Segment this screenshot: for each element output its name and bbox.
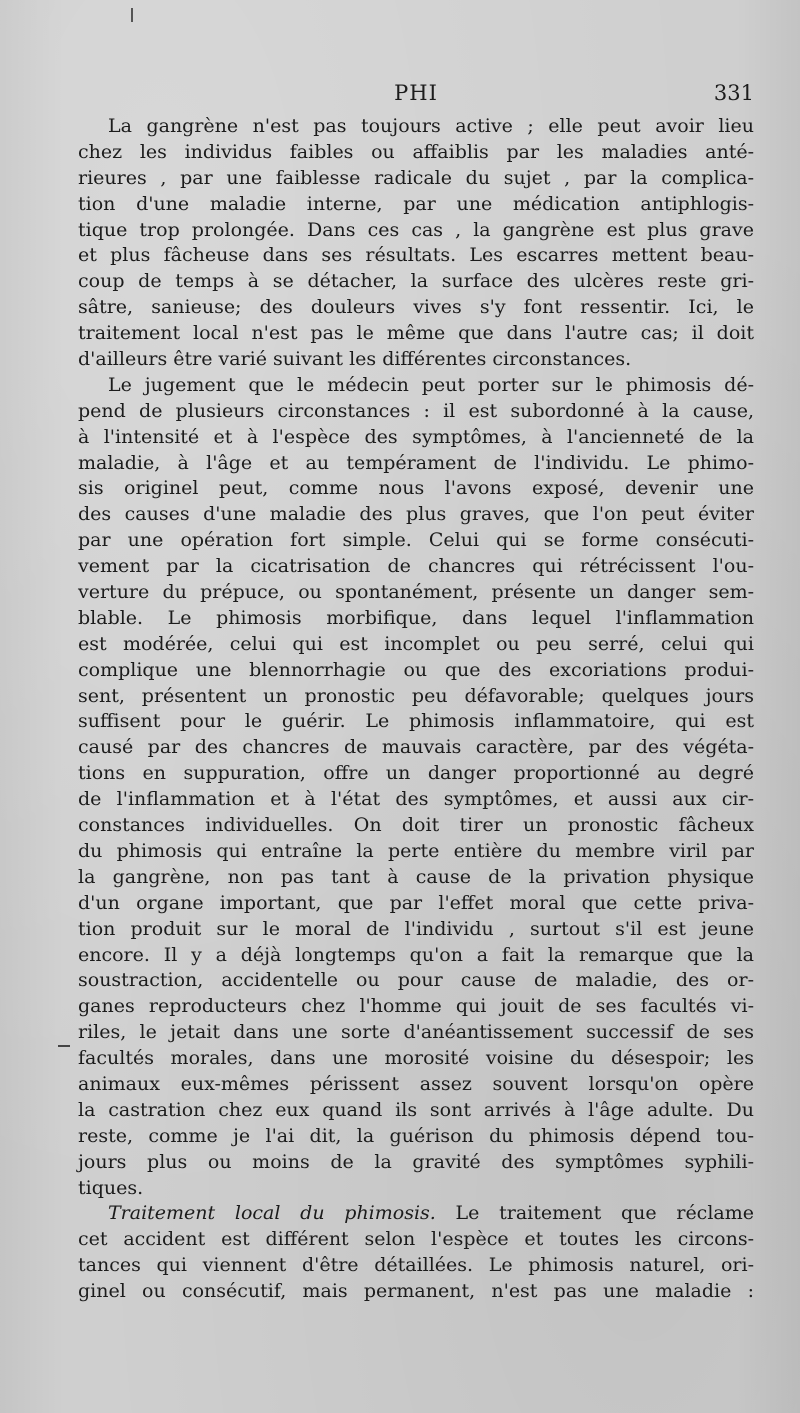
margin-dash-mark [58,1045,70,1047]
text-line: sent, présentent un pronostic peu défavorable; quelques jours [78,684,754,707]
text-line: riles, le jetait dans une sorte d'anéantissement successif de ses [78,1021,754,1044]
section-lead: Traitement local du phimosis. [108,1202,436,1225]
text-line: complique une blennorrhagie ou que des excoriations produi- [78,658,754,681]
text-line: d'ailleurs être varié suivant les différentes circonstances. [78,348,632,371]
page-number: 331 [713,81,754,105]
text-line: encore. Il y a déjà longtemps qu'on a fait la remarque que la [78,943,754,966]
text-line: tances qui viennent d'être détaillées. Le phimosis naturel, ori- [78,1254,754,1277]
text-line: vement par la cicatrisation de chancres qui rétrécissent l'ou- [78,555,754,578]
book-page [78,78,754,1305]
text-line: la castration chez eux quand ils sont arrivés à l'âge adulte. Du [78,1098,754,1121]
paragraph [78,373,754,1202]
text-line: sis originel peut, comme nous l'avons exposé, devenir une [78,477,754,500]
text-line: tion d'une maladie interne, par une médication antiphlogis- [78,192,754,215]
text-line: verture du prépuce, ou spontanément, présente un danger sem- [78,581,754,604]
text-line: coup de temps à se détacher, la surface des ulcères reste gri- [78,270,754,293]
text-line: de l'inflammation et à l'état des symptômes, et aussi aux cir- [78,788,754,811]
text-line: maladie, à l'âge et au tempérament de l'individu. Le phimo- [78,451,754,474]
text-line: chez les individus faibles ou affaiblis par les maladies anté- [78,140,754,163]
text-line: ginel ou consécutif, mais permanent, n'est pas une maladie : [78,1280,754,1303]
text-line: tique trop prolongée. Dans ces cas , la gangrène est plus grave [78,218,754,241]
text-line: tiques. [78,1176,144,1199]
text-line: blable. Le phimosis morbifique, dans lequel l'inflammation [78,606,754,629]
text-line: d'un organe important, que par l'effet moral que cette priva- [78,891,754,914]
paragraph [78,1201,754,1305]
body-text [78,114,754,1305]
text-line: jours plus ou moins de la gravité des symptômes syphili- [78,1150,754,1173]
text-line: est modérée, celui qui est incomplet ou peu serré, celui qui [78,632,754,655]
running-title: PHI [394,81,438,105]
text-line: et plus fâcheuse dans ses résultats. Les escarres mettent beau- [78,244,754,267]
running-head [78,78,754,114]
text-line: constances individuelles. On doit tirer un pronostic fâcheux [78,814,754,837]
text-line: causé par des chancres de mauvais caractère, par des végéta- [78,736,754,759]
text-line: sâtre, sanieuse; des douleurs vives s'y font ressentir. Ici, le [78,296,754,319]
text-line: soustraction, accidentelle ou pour cause de maladie, des or- [78,969,754,992]
text-line: du phimosis qui entraîne la perte entière du membre viril par [78,839,754,862]
text-line: tions en suppuration, offre un danger proportionné au degré [78,762,754,785]
text-line: traitement local n'est pas le même que dans l'autre cas; il doit [78,322,754,345]
text-line: suffisent pour le guérir. Le phimosis inflammatoire, qui est [78,710,754,733]
text-line: la gangrène, non pas tant à cause de la privation physique [78,865,754,888]
text-line: La gangrène n'est pas toujours active ; elle peut avoir lieu [108,115,754,137]
text-line: tion produit sur le moral de l'individu , surtout s'il est jeune [78,917,754,940]
text-line: à l'intensité et à l'espèce des symptômes, à l'ancienneté de la [78,425,754,448]
text-line: rieures , par une faiblesse radicale du sujet , par la complica- [78,166,754,189]
text-line [78,1201,754,1227]
text-line: ganes reproducteurs chez l'homme qui jouit de ses facultés vi- [78,995,754,1018]
text-line: reste, comme je l'ai dit, la guérison du phimosis dépend tou- [78,1124,754,1147]
text-line: des causes d'une maladie des plus graves, que l'on peut éviter [78,503,754,526]
text-line: animaux eux-mêmes périssent assez souvent lorsqu'on opère [78,1072,754,1095]
text-line: cet accident est différent selon l'espèce et toutes les circons- [78,1228,754,1251]
text-run: Le traitement que réclame [435,1202,754,1225]
text-line: pend de plusieurs circonstances : il est subordonné à la cause, [78,399,754,422]
stray-ink-mark [131,8,133,22]
paragraph [78,114,754,373]
text-line: Le jugement que le médecin peut porter sur le phimosis dé- [108,373,754,396]
text-line: par une opération fort simple. Celui qui se forme consécuti- [78,529,754,552]
text-line: facultés morales, dans une morosité voisine du désespoir; les [78,1047,754,1070]
